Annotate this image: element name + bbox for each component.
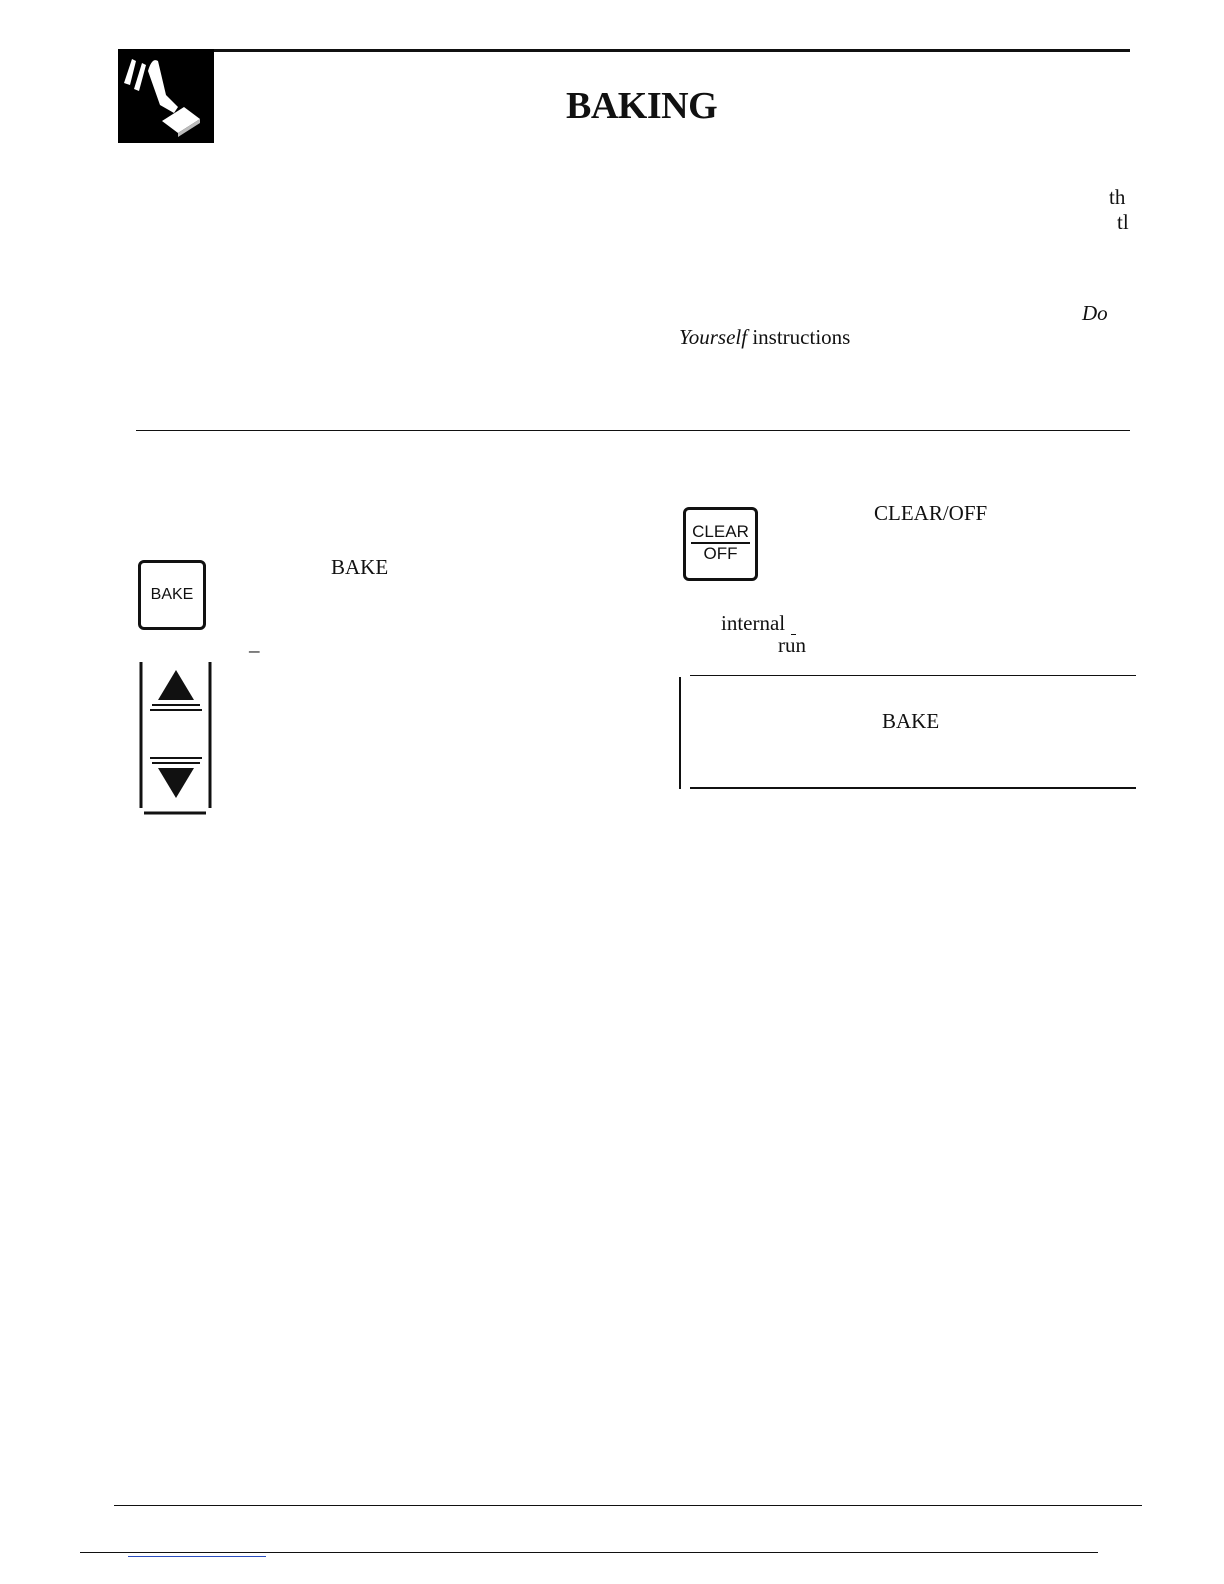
- footer-bottom-rule: [80, 1552, 1098, 1553]
- footer-rule: [114, 1505, 1142, 1506]
- down-arrow-icon: [158, 768, 194, 798]
- note-box-top-rule: [690, 675, 1136, 676]
- header-top-rule: [118, 49, 1130, 52]
- bake-key-label: BAKE: [150, 586, 194, 603]
- note-bake-word: BAKE: [882, 709, 940, 733]
- run-word: run: [778, 633, 806, 657]
- intro-instructions-word: instructions: [752, 325, 851, 349]
- page-title: BAKING: [566, 85, 718, 127]
- clear-key-label: CLEAR: [691, 523, 750, 544]
- bake-pad-label: BAKE: [331, 555, 389, 579]
- intro-fragment-2: tl: [1117, 210, 1129, 234]
- hand-pressing-button-icon: [118, 49, 214, 143]
- footer-link-underline: [128, 1556, 266, 1557]
- intro-yourself-line: [679, 327, 850, 348]
- note-box-bottom-rule: [690, 787, 1136, 789]
- note-box-left-rule: [679, 677, 681, 789]
- intro-fragment-1: th: [1109, 185, 1126, 209]
- arrow-pads-icon: [138, 660, 212, 816]
- intro-yourself-word: Yourself: [679, 325, 748, 349]
- clear-off-pad-label: CLEAR/OFF: [874, 501, 988, 525]
- off-key-label: OFF: [703, 544, 738, 564]
- clear-off-key-icon: [683, 507, 758, 581]
- intro-do-word: Do: [1082, 301, 1108, 325]
- section-divider: [136, 430, 1130, 431]
- internal-word: internal: [721, 611, 786, 635]
- left-dash: –: [249, 638, 260, 662]
- up-arrow-icon: [158, 670, 194, 700]
- bake-key-icon: [138, 560, 206, 630]
